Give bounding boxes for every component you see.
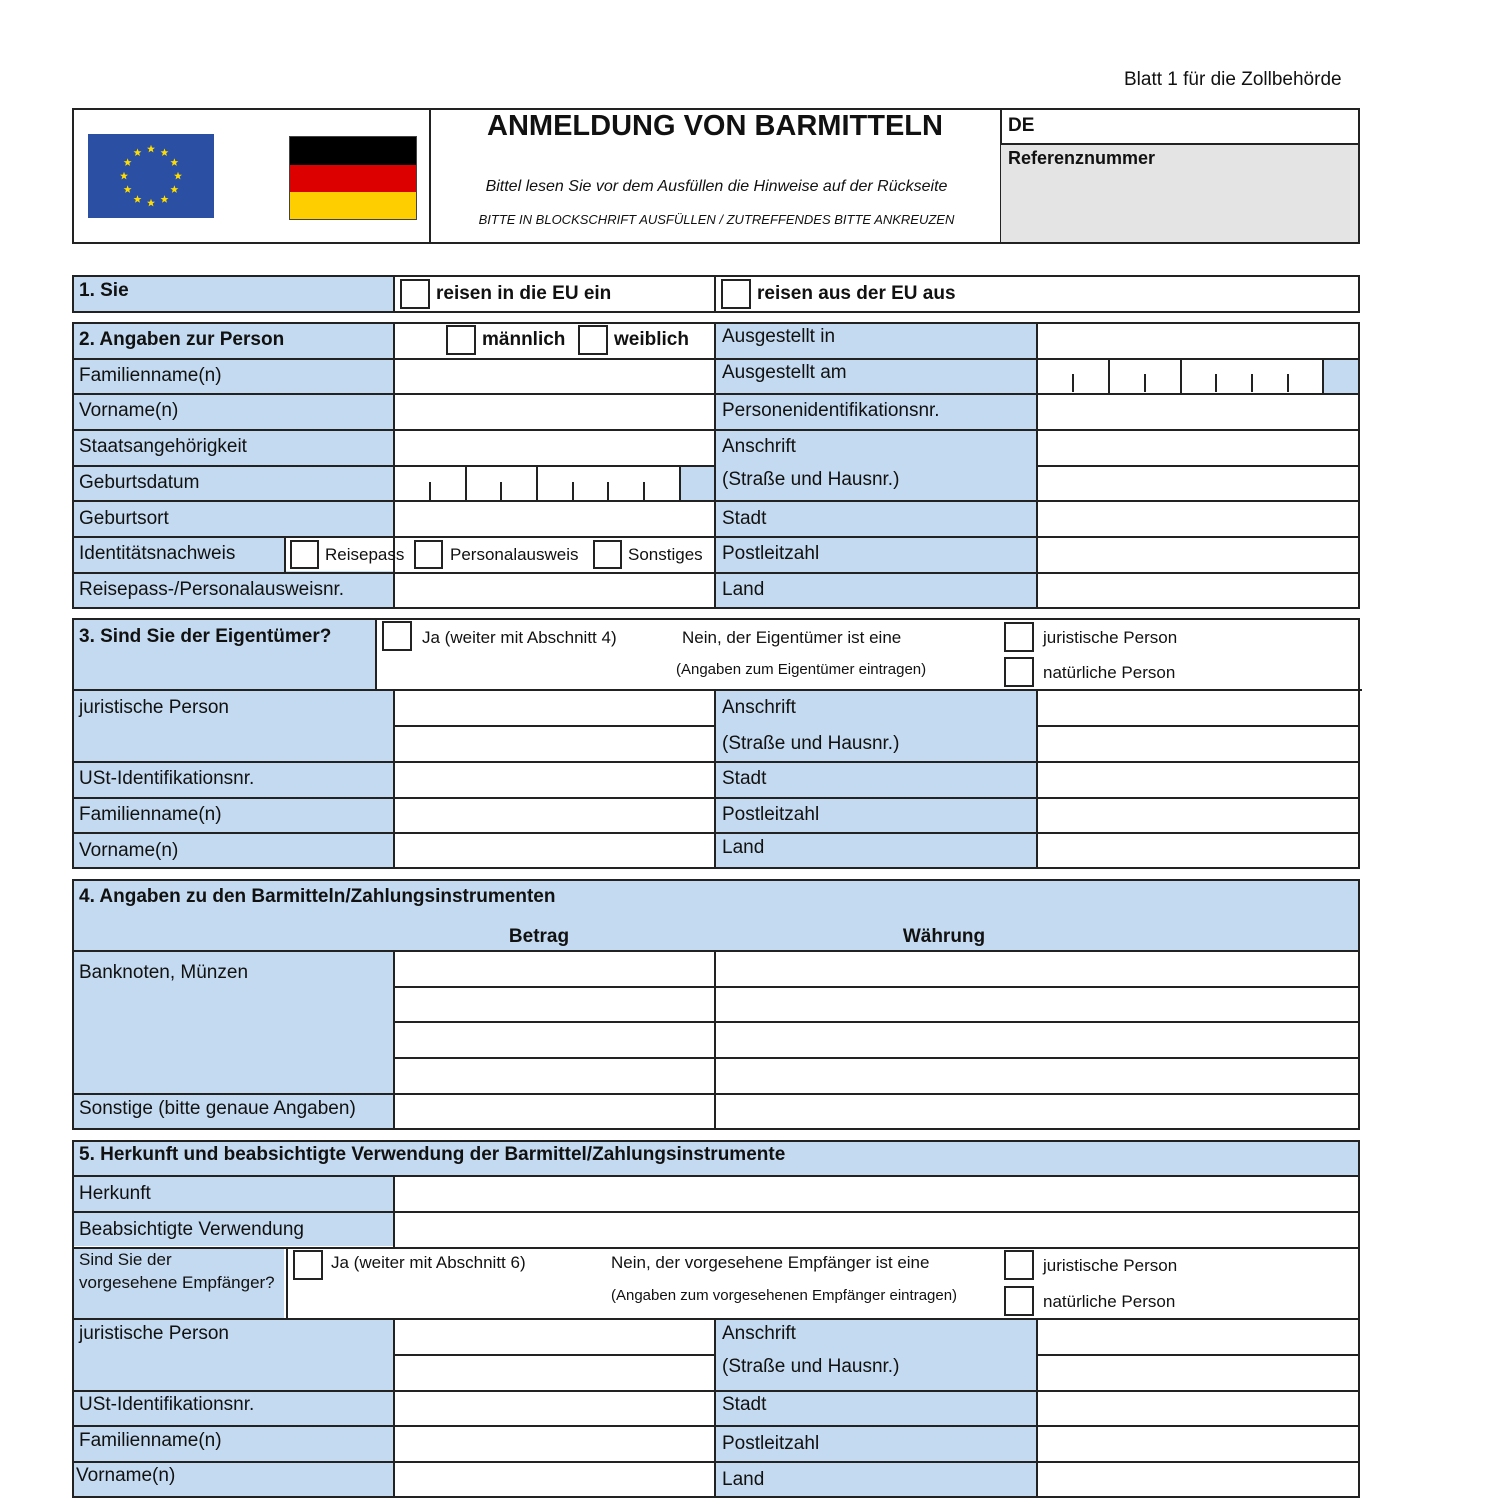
male-label: männlich <box>482 329 566 350</box>
recipient-firstname-input[interactable] <box>395 1463 713 1496</box>
owner-legal-entity-input-2[interactable] <box>395 727 713 760</box>
recipient-vat-input[interactable] <box>395 1392 713 1424</box>
currency-input-2[interactable] <box>716 988 1358 1020</box>
owner-vat-label: USt-Identifikationsnr. <box>79 768 255 789</box>
female-label: weiblich <box>614 329 689 350</box>
recipient-firstname-label: Vorname(n) <box>76 1465 176 1486</box>
owner-legal-entity-label: juristische Person <box>79 697 229 718</box>
id-proof-label: Identitätsnachweis <box>79 543 236 564</box>
birthdate-label: Geburtsdatum <box>79 472 200 493</box>
entering-eu-label: reisen in die EU ein <box>436 283 612 304</box>
recipient-address-label: Anschrift <box>722 1323 796 1344</box>
recipient-postal-label: Postleitzahl <box>722 1433 820 1454</box>
owner-country-label: Land <box>722 837 765 858</box>
nationality-label: Staatsangehörigkeit <box>79 436 247 457</box>
country-code: DE <box>1008 115 1035 136</box>
entering-eu-checkbox[interactable] <box>400 279 430 309</box>
recipient-city-label: Stadt <box>722 1394 767 1415</box>
owner-firstname-input[interactable] <box>395 834 713 867</box>
owner-surname-input[interactable] <box>395 799 713 831</box>
recipient-legal-entity-input-1[interactable] <box>395 1320 713 1353</box>
owner-yes-checkbox[interactable] <box>382 621 412 651</box>
amount-input-4[interactable] <box>395 1059 713 1092</box>
owner-legal-entity-input-1[interactable] <box>395 691 713 724</box>
issued-in-label: Ausgestellt in <box>722 326 836 347</box>
owner-address-label: Anschrift <box>722 697 796 718</box>
section-1-label: 1. Sie <box>79 280 129 301</box>
passport-number-input[interactable] <box>395 574 713 607</box>
intended-use-label: Beabsichtigte Verwendung <box>79 1219 304 1240</box>
origin-label: Herkunft <box>79 1183 151 1204</box>
male-checkbox[interactable] <box>446 325 476 355</box>
postal-code-label: Postleitzahl <box>722 543 820 564</box>
issued-on-label: Ausgestellt am <box>722 362 847 383</box>
recipient-legal-label: juristische Person <box>1043 1256 1178 1275</box>
recipient-city-input[interactable] <box>1038 1392 1358 1424</box>
owner-natural-checkbox[interactable] <box>1004 657 1034 687</box>
recipient-yes-label: Ja (weiter mit Abschnitt 6) <box>331 1253 526 1272</box>
owner-city-input[interactable] <box>1038 763 1358 796</box>
recipient-natural-checkbox[interactable] <box>1004 1286 1034 1316</box>
form-title: ANMELDUNG VON BARMITTELN <box>487 110 943 142</box>
recipient-surname-input[interactable] <box>395 1427 713 1460</box>
recipient-legal-entity-label: juristische Person <box>79 1323 229 1344</box>
owner-country-input[interactable] <box>1038 834 1358 867</box>
cash-label: Banknoten, Münzen <box>79 962 249 983</box>
currency-input-3[interactable] <box>716 1023 1358 1056</box>
passport-option-label: Reisepass <box>325 545 405 564</box>
owner-postal-input[interactable] <box>1038 799 1358 831</box>
recipient-vat-label: USt-Identifikationsnr. <box>79 1394 255 1415</box>
female-checkbox[interactable] <box>578 325 608 355</box>
owner-postal-label: Postleitzahl <box>722 804 820 825</box>
passport-checkbox[interactable] <box>290 540 319 569</box>
nationality-input[interactable] <box>395 431 713 464</box>
currency-column-header: Währung <box>902 926 986 947</box>
birthplace-input[interactable] <box>395 502 713 535</box>
owner-firstname-label: Vorname(n) <box>79 840 179 861</box>
owner-street-label: (Straße und Hausnr.) <box>722 733 900 754</box>
intended-use-input[interactable] <box>395 1213 1358 1246</box>
eu-flag-icon <box>88 134 214 218</box>
caps-instruction: BITTE IN BLOCKSCHRIFT AUSFÜLLEN / ZUTREFFENDES BITTE ANKREUZEN <box>478 212 955 227</box>
currency-input-4[interactable] <box>716 1059 1358 1092</box>
section-4-label: 4. Angaben zu den Barmitteln/Zahlungsinstrumenten <box>79 886 556 907</box>
passport-number-label: Reisepass-/Personalausweisnr. <box>79 579 345 600</box>
surname-input[interactable] <box>395 360 713 392</box>
recipient-question-line-1: Sind Sie der <box>79 1250 172 1269</box>
id-card-checkbox[interactable] <box>414 540 443 569</box>
recipient-country-input[interactable] <box>1038 1463 1358 1496</box>
recipient-surname-label: Familienname(n) <box>79 1430 222 1451</box>
amount-input-3[interactable] <box>395 1023 713 1056</box>
amount-column-header: Betrag <box>508 926 570 947</box>
id-card-option-label: Personalausweis <box>450 545 579 564</box>
germany-flag-icon <box>289 136 417 220</box>
surname-label: Familienname(n) <box>79 365 222 386</box>
owner-no-hint: (Angaben zum Eigentümer eintragen) <box>676 661 927 678</box>
country-label: Land <box>722 579 765 600</box>
sheet-label: Blatt 1 für die Zollbehörde <box>1124 69 1342 90</box>
firstname-label: Vorname(n) <box>79 400 179 421</box>
reference-label: Referenznummer <box>1008 148 1156 168</box>
other-currency-input[interactable] <box>716 1095 1358 1128</box>
address-input[interactable] <box>1038 431 1358 499</box>
postal-code-input[interactable] <box>1038 538 1358 571</box>
section-5-label: 5. Herkunft und beabsichtigte Verwendung der Barmittel/Zahlungsinstrumente <box>79 1144 786 1165</box>
owner-address-input[interactable] <box>1038 691 1358 760</box>
owner-city-label: Stadt <box>722 768 767 789</box>
owner-legal-label: juristische Person <box>1043 628 1178 647</box>
currency-input-1[interactable] <box>716 952 1358 985</box>
birthplace-label: Geburtsort <box>79 508 169 529</box>
section-2-label: 2. Angaben zur Person <box>79 329 285 350</box>
amount-input-1[interactable] <box>395 952 713 985</box>
owner-legal-checkbox[interactable] <box>1004 622 1034 652</box>
recipient-no-label: Nein, der vorgesehene Empfänger ist eine <box>611 1253 930 1272</box>
owner-yes-label: Ja (weiter mit Abschnitt 4) <box>422 628 617 647</box>
owner-surname-label: Familienname(n) <box>79 804 222 825</box>
recipient-country-label: Land <box>722 1469 765 1490</box>
leaving-eu-label: reisen aus der EU aus <box>757 283 956 304</box>
leaving-eu-checkbox[interactable] <box>721 279 751 309</box>
recipient-postal-input[interactable] <box>1038 1427 1358 1460</box>
personal-id-label: Personenidentifikationsnr. <box>722 400 940 421</box>
other-id-option-label: Sonstiges <box>628 545 703 564</box>
country-input[interactable] <box>1038 574 1358 607</box>
section-3-label: 3. Sind Sie der Eigentümer? <box>79 626 332 647</box>
recipient-legal-entity-input-2[interactable] <box>395 1356 713 1389</box>
owner-natural-label: natürliche Person <box>1043 663 1176 682</box>
address-label: Anschrift <box>722 436 796 457</box>
recipient-street-label: (Straße und Hausnr.) <box>722 1356 900 1377</box>
personal-id-input[interactable] <box>1038 395 1358 428</box>
other-id-checkbox[interactable] <box>593 540 622 569</box>
recipient-yes-checkbox[interactable] <box>293 1250 323 1280</box>
amount-input-2[interactable] <box>395 988 713 1020</box>
recipient-natural-label: natürliche Person <box>1043 1292 1176 1311</box>
issued-in-input[interactable] <box>1038 324 1358 357</box>
city-input[interactable] <box>1038 502 1358 535</box>
other-amount-input[interactable] <box>395 1095 713 1128</box>
other-instruments-label: Sonstige (bitte genaue Angaben) <box>79 1098 356 1119</box>
origin-input[interactable] <box>395 1177 1358 1210</box>
street-label: (Straße und Hausnr.) <box>722 469 900 490</box>
recipient-address-input[interactable] <box>1038 1320 1358 1389</box>
owner-vat-input[interactable] <box>395 763 713 796</box>
recipient-no-hint: (Angaben zum vorgesehenen Empfänger eintragen) <box>611 1287 958 1304</box>
city-label: Stadt <box>722 508 767 529</box>
recipient-question-line-2: vorgesehene Empfänger? <box>79 1273 275 1292</box>
instruction-text: Bittel lesen Sie vor dem Ausfüllen die Hinweise auf der Rückseite <box>485 178 948 195</box>
owner-no-label: Nein, der Eigentümer ist eine <box>682 628 902 647</box>
recipient-legal-checkbox[interactable] <box>1004 1250 1034 1280</box>
firstname-input[interactable] <box>395 395 713 428</box>
